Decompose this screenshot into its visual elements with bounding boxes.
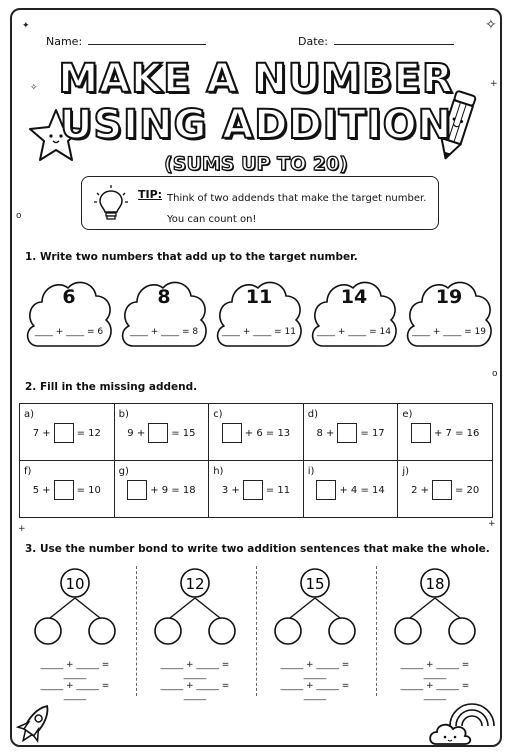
name-label: Name: <box>46 35 83 48</box>
expr-after: = 17 <box>360 427 385 439</box>
target-cloud <box>212 272 306 358</box>
cell-label: b) <box>118 409 129 420</box>
bond-divider <box>256 566 257 696</box>
addend-cell <box>114 461 209 518</box>
addend-cell <box>303 461 398 518</box>
cloud-shape <box>22 272 116 358</box>
sparkle-icon: o <box>492 369 498 379</box>
answer-box[interactable] <box>127 480 147 500</box>
tip-line-1: Think of two addends that make the target number. <box>167 193 427 204</box>
answer-box[interactable] <box>54 423 74 443</box>
answer-box[interactable] <box>243 480 263 500</box>
cell-label: j) <box>402 466 410 477</box>
cell-label: i) <box>307 466 315 477</box>
bond-divider <box>376 566 377 696</box>
title-line-2: USING ADDITION <box>59 102 453 148</box>
bond-whole: 12 <box>185 575 205 593</box>
expr-after: = 12 <box>76 427 101 439</box>
target-number: 8 <box>157 286 171 308</box>
bond-diagram <box>28 566 122 646</box>
addition-blank[interactable]: ____ + ____ = 6 <box>34 327 104 337</box>
expr-before: 8 + <box>316 427 335 439</box>
rainbow-cloud-icon <box>428 696 498 748</box>
addition-sentence-2[interactable]: _____ + _____ = _____ <box>400 681 470 701</box>
missing-addend-grid <box>19 403 493 518</box>
expr-after: = 15 <box>171 427 196 439</box>
bond-divider <box>136 566 137 696</box>
target-cloud <box>307 272 401 358</box>
answer-box[interactable] <box>411 423 431 443</box>
addition-blank[interactable]: ____ + ____ = 8 <box>129 327 199 337</box>
cell-label: f) <box>24 466 32 477</box>
answer-box[interactable] <box>337 423 357 443</box>
sparkle-icon: ✦ <box>22 21 30 31</box>
bond-diagram <box>148 566 242 646</box>
worksheet-title <box>0 56 512 176</box>
expr-before: 7 + <box>32 427 51 439</box>
addition-blank[interactable]: ____ + ____ = 11 <box>222 327 296 337</box>
expr-before: 2 + <box>411 484 429 496</box>
number-bond <box>28 566 122 701</box>
addition-sentence-1[interactable]: _____ + _____ = _____ <box>400 660 470 680</box>
sparkle-icon: o <box>16 211 22 221</box>
target-number: 14 <box>340 286 368 308</box>
number-bond <box>268 566 362 701</box>
addition-sentence-2[interactable]: _____ + _____ = _____ <box>160 681 230 701</box>
tip-text <box>167 188 437 230</box>
cloud-shape <box>402 272 496 358</box>
sparkle-icon: ✧ <box>30 83 38 93</box>
section-3-heading: 3. Use the number bond to write two addition sentences that make the whole. <box>25 543 490 555</box>
bond-diagram <box>388 566 482 646</box>
cell-label: h) <box>213 466 224 477</box>
expr-before: 9 + <box>127 427 146 439</box>
tip-line-2: You can count on! <box>167 214 257 225</box>
section-1-heading: 1. Write two numbers that add up to the target number. <box>25 251 358 263</box>
addition-sentence-1[interactable]: _____ + _____ = _____ <box>280 660 350 680</box>
cell-label: e) <box>402 409 413 420</box>
addend-cell <box>398 404 493 461</box>
target-number: 6 <box>62 286 76 308</box>
bond-whole: 10 <box>65 575 85 593</box>
target-number: 11 <box>245 286 273 308</box>
tip-label: TIP: <box>138 188 163 201</box>
addition-sentence-1[interactable]: _____ + _____ = _____ <box>160 660 230 680</box>
cloud-shape <box>307 272 401 358</box>
sparkle-icon: + <box>18 524 26 534</box>
date-label: Date: <box>298 35 328 48</box>
addition-sentence-1[interactable]: _____ + _____ = _____ <box>40 660 110 680</box>
name-field[interactable] <box>46 34 206 48</box>
addition-sentence-2[interactable]: _____ + _____ = _____ <box>40 681 110 701</box>
bond-diagram <box>268 566 362 646</box>
expr-after: + 9 = 18 <box>150 484 196 496</box>
sparkle-icon: + <box>488 519 496 529</box>
rocket-icon <box>14 700 54 750</box>
lightbulb-icon <box>94 185 128 223</box>
sparkle-icon: ✧ <box>485 17 497 33</box>
target-cloud <box>117 272 211 358</box>
addition-sentence-2[interactable]: _____ + _____ = _____ <box>280 681 350 701</box>
addition-blank[interactable]: ____ + ____ = 14 <box>317 327 391 337</box>
section-2-heading: 2. Fill in the missing addend. <box>25 381 198 393</box>
cell-label: g) <box>118 466 129 477</box>
cloud-shape <box>117 272 211 358</box>
cell-label: a) <box>24 409 35 420</box>
worksheet-subtitle: (SUMS UP TO 20) <box>164 153 348 175</box>
title-line-1: MAKE A NUMBER <box>58 56 454 102</box>
tip-box <box>81 176 439 230</box>
answer-box[interactable] <box>54 480 74 500</box>
answer-box[interactable] <box>222 423 242 443</box>
sparkle-icon: + <box>490 79 498 89</box>
expr-after: + 7 = 16 <box>433 427 480 439</box>
addend-cell <box>303 404 398 461</box>
expr-before: 5 + <box>32 484 51 496</box>
date-field[interactable] <box>298 34 454 48</box>
expr-after: = 11 <box>265 484 291 496</box>
expr-before: 3 + <box>221 484 240 496</box>
addend-cell <box>114 404 209 461</box>
addend-cell <box>20 404 115 461</box>
number-bond <box>148 566 242 701</box>
cell-label: d) <box>307 409 319 420</box>
number-bond <box>388 566 482 701</box>
addend-cell <box>398 461 493 518</box>
expr-after: + 4 = 14 <box>339 484 385 496</box>
expr-after: = 10 <box>76 484 101 496</box>
answer-box[interactable] <box>316 480 336 500</box>
expr-after: + 6 = 13 <box>244 427 291 439</box>
target-cloud <box>22 272 116 358</box>
addend-cell <box>20 461 115 518</box>
expr-after: = 20 <box>455 484 480 496</box>
answer-box[interactable] <box>432 480 452 500</box>
answer-box[interactable] <box>148 423 168 443</box>
bond-whole: 15 <box>305 575 325 593</box>
cell-label: c) <box>213 409 223 420</box>
addition-blank[interactable]: ____ + ____ = 19 <box>412 327 486 337</box>
addend-cell <box>209 404 304 461</box>
cloud-shape <box>212 272 306 358</box>
addend-cell <box>209 461 304 518</box>
target-cloud <box>402 272 496 358</box>
bond-whole: 18 <box>425 575 445 593</box>
target-number: 19 <box>435 286 463 308</box>
